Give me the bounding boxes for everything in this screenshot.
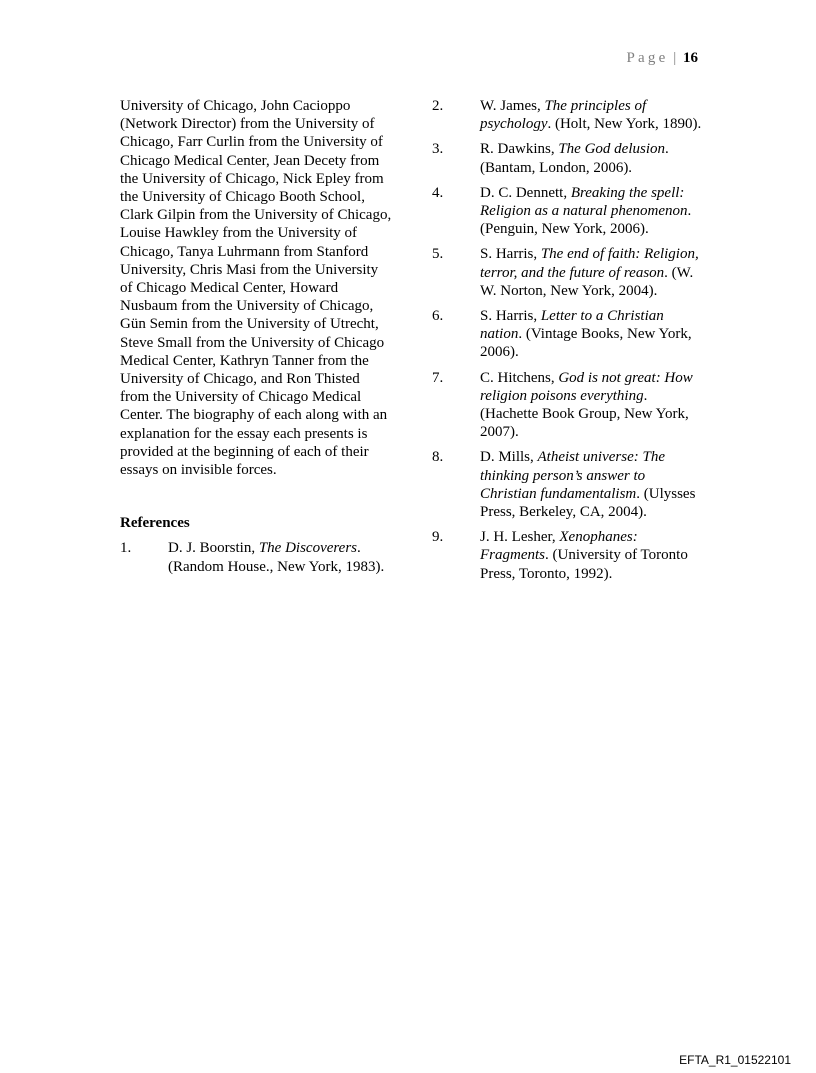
reference-author: C. Hitchens, [480,369,559,386]
reference-author: S. Harris, [480,308,541,325]
reference-publisher: . (Bantam, London, 2006). [480,141,669,176]
reference-number: 2. [432,98,444,114]
reference-item [120,539,392,575]
reference-title: The Discoverers [258,540,358,557]
reference-publisher: . (University of Toronto Press, Toronto, 1992). [480,547,688,582]
reference-number: 7. [432,369,444,386]
reference-number: 3. [432,141,444,158]
reference-title: The God delusion [558,141,666,158]
reference-item [432,140,704,176]
reference-number: 9. [432,529,444,546]
left-column [120,97,392,583]
reference-number: 5. [432,246,444,263]
reference-title: Atheist universe: The thinking person’s answer to Christian fundamentalism [480,449,665,502]
reference-number: 8. [432,449,444,466]
reference-item [432,97,704,133]
reference-publisher: . (Hachette Book Group, New York, 2007). [480,387,689,441]
reference-title: Letter to a Christian nation [480,308,664,343]
reference-number: 6. [432,308,444,325]
reference-publisher: . (Ulysses Press, Berkeley, CA, 2004). [480,485,696,521]
reference-item [432,245,704,300]
reference-author: D. Mills, [480,449,538,466]
reference-item [432,184,704,239]
reference-item [432,307,704,362]
reference-author: S. Harris, [480,246,541,263]
reference-item [432,448,704,521]
right-column [432,97,704,590]
reference-publisher: . (Random House., New York, 1983). [168,540,385,575]
reference-author: W. James, [480,98,545,114]
page-label: Page [626,50,669,66]
document-id: EFTA_R1_01522101 [679,1053,791,1067]
reference-author: R. Dawkins, [480,141,559,158]
reference-publisher: . (W. W. Norton, New York, 2004). [480,264,694,299]
reference-item [432,528,704,583]
reference-number: 1. [120,540,132,557]
body-paragraph: University of Chicago, John Cacioppo (Network Director) from the University of Chicago, Farr Curlin from the University of Chicago Medical Center, Jean Decety from the University of Chicago, Nick Epley from the University of Chicago Booth School, Clark Gilpin from the University of Chicago, Louise Hawkley from the University of Chicago, Tanya Luhrmann from Stanford University, Chris Masi from the University of Chicago Medical Center, Howard Nusbaum from the University of Chicago, Gün Semin from the University of Utrecht, Steve Small from the University of Chicago Medical Center, Kathryn Tanner from the University of Chicago, and Ron Thisted from the University of Chicago Medical Center. The biography of each along with an explanation for the essay each presents is provided at the beginning of each of their essays on invisible forces. [120,98,392,479]
page-number: 16 [683,50,698,66]
reference-item [432,369,704,442]
reference-title: Xenophanes: Fragments [480,529,638,564]
reference-author: J. H. Lesher, [480,529,560,546]
reference-title: The principles of psychology [480,98,647,133]
reference-title: God is not great: How religion poisons everything [480,369,693,404]
page-separator: | [673,50,677,66]
reference-number: 4. [432,184,444,201]
reference-publisher: . (Holt, New York, 1890). [547,116,702,133]
reference-title: Breaking the spell: Religion as a natural phenomenon [480,184,688,220]
reference-publisher: . (Vintage Books, New York, 2006). [480,326,692,361]
reference-title: The end of faith: Religion, terror, and the future of reason [480,246,699,281]
page-header [627,48,698,68]
references-heading: References [120,515,190,532]
reference-author: D. J. Boorstin, [168,540,259,557]
reference-publisher: . (Penguin, New York, 2006). [480,203,692,238]
reference-author: D. C. Dennett, [480,184,571,201]
